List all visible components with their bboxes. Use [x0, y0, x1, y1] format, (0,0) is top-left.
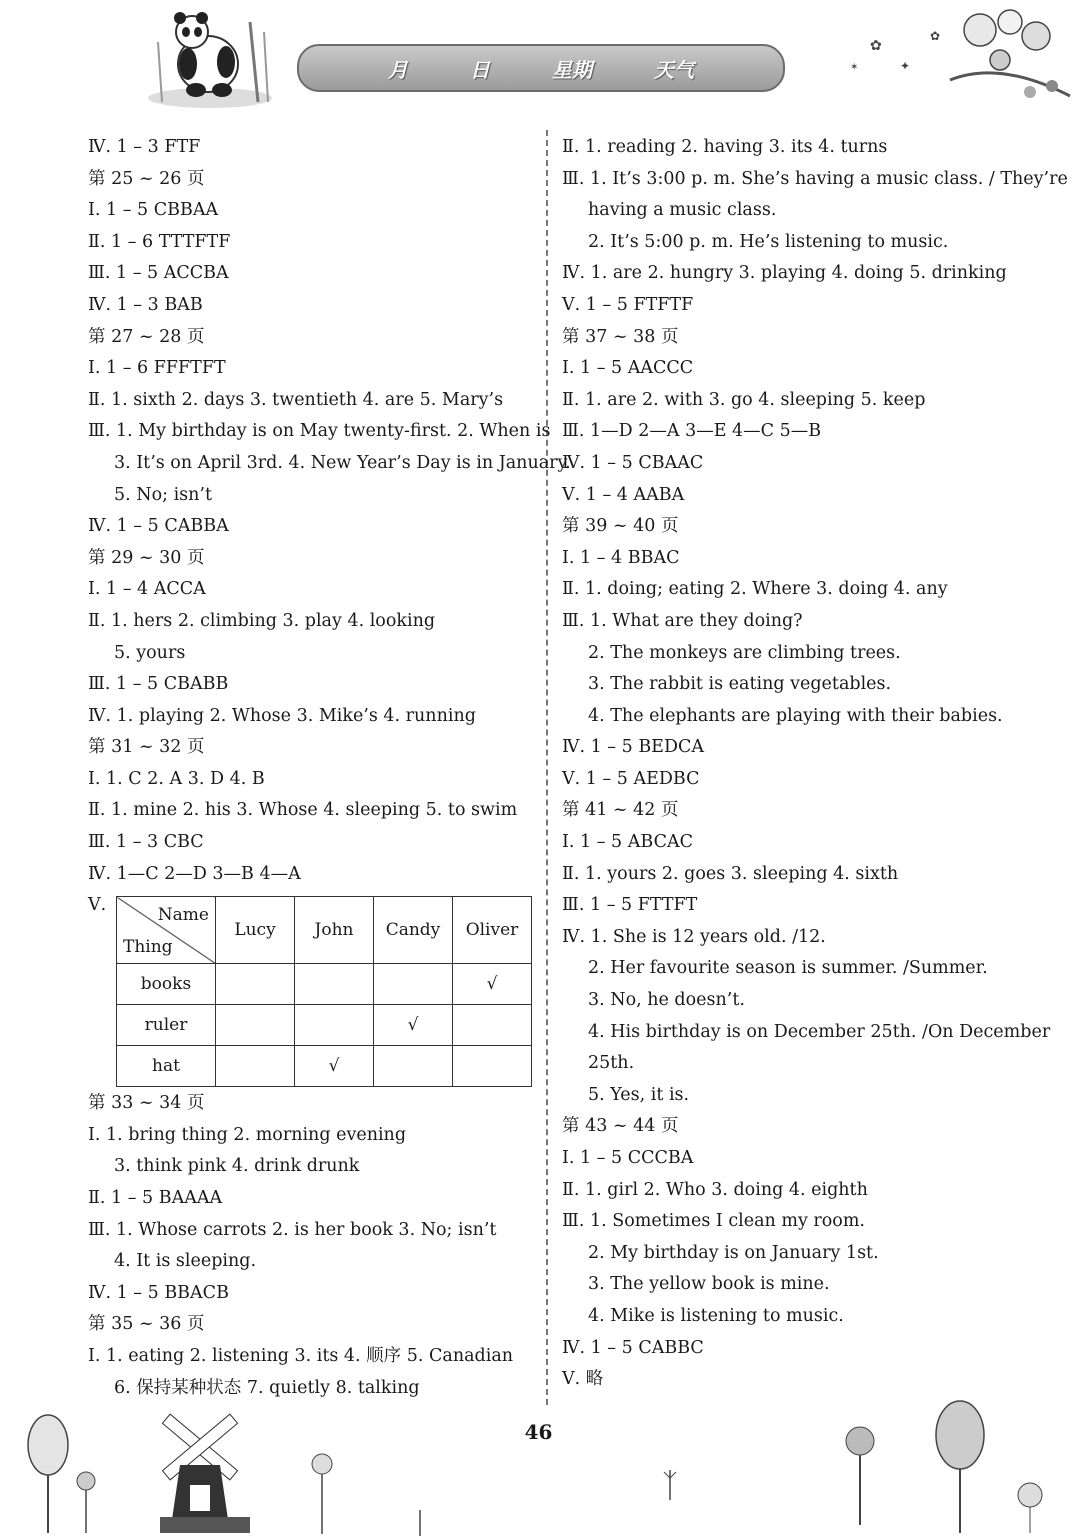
- answer-line: 4. Mike is listening to music.: [588, 1305, 844, 1326]
- answer-line: 25th.: [588, 1053, 635, 1074]
- answer-line: Ⅲ. 1 – 5 FTTFT: [562, 895, 698, 916]
- answer-line: Ⅱ. 1. mine 2. his 3. Whose 4. sleeping 5. to swim: [88, 800, 518, 821]
- row-thing: hat: [117, 1046, 216, 1087]
- svg-text:✿: ✿: [870, 38, 882, 54]
- corner-thing: Thing: [123, 937, 173, 958]
- answer-line: 第 39 ~ 40 页: [562, 516, 679, 537]
- answer-line: 第 41 ~ 42 页: [562, 800, 679, 821]
- month-label: 月: [388, 57, 408, 82]
- svg-text:✿: ✿: [930, 29, 941, 43]
- answer-line: Ⅳ. 1 – 5 CABBA: [88, 516, 229, 537]
- answer-line: 第 31 ~ 32 页: [88, 737, 205, 758]
- answer-line: having a music class.: [588, 200, 777, 221]
- table-cell: [216, 1046, 295, 1087]
- answer-line: 第 35 ~ 36 页: [88, 1314, 205, 1335]
- table-row: [117, 1046, 532, 1087]
- table-section-label: Ⅴ.: [88, 895, 107, 916]
- answer-line: 4. It is sleeping.: [114, 1251, 257, 1272]
- exercise-v-table-block: [88, 890, 548, 1088]
- answer-line: 第 27 ~ 28 页: [88, 326, 205, 347]
- table-cell: [295, 1005, 374, 1046]
- row-thing: books: [117, 964, 216, 1005]
- answer-line: Ⅰ. 1 – 5 CBBAA: [88, 200, 219, 221]
- flowers-illustration: [840, 0, 1077, 110]
- page-number: 46: [524, 1420, 553, 1444]
- table-cell: √: [453, 964, 532, 1005]
- answer-line: 3. It’s on April 3rd. 4. New Year’s Day is in January.: [114, 452, 571, 473]
- answer-line: 4. The elephants are playing with their babies.: [588, 705, 1003, 726]
- answer-line: Ⅴ. 1 – 5 FTFTF: [562, 294, 694, 315]
- answer-line: Ⅱ. 1 – 6 TTTFTF: [88, 231, 231, 252]
- table-cell: √: [295, 1046, 374, 1087]
- windmill-illustration: [10, 1405, 290, 1536]
- answer-line: Ⅳ. 1 – 5 BEDCA: [562, 737, 705, 758]
- answer-line: 第 33 ~ 34 页: [88, 1093, 205, 1114]
- answer-line: Ⅴ. 1 – 4 AABA: [562, 484, 685, 505]
- table-corner-cell: [117, 897, 216, 964]
- answer-line: Ⅲ. 1. What are they doing?: [562, 610, 803, 631]
- answer-line: Ⅰ. 1 – 6 FFFTFT: [88, 358, 226, 379]
- table-cell: [453, 1046, 532, 1087]
- answer-line: Ⅳ. 1 – 3 FTF: [88, 137, 201, 157]
- answer-line: 3. The yellow book is mine.: [588, 1274, 830, 1295]
- answer-line: Ⅳ. 1 – 5 BBACB: [88, 1282, 229, 1303]
- answer-line: 5. Yes, it is.: [588, 1084, 690, 1105]
- answer-line: 5. yours: [114, 642, 186, 663]
- table-cell: [453, 1005, 532, 1046]
- answer-line: Ⅰ. 1 – 5 CCCBA: [562, 1148, 694, 1168]
- flower-stem-illustration: [300, 1450, 700, 1536]
- table-row: [117, 964, 532, 1005]
- answer-line: Ⅱ. 1. hers 2. climbing 3. play 4. looking: [88, 610, 436, 631]
- answer-line: Ⅱ. 1. girl 2. Who 3. doing 4. eighth: [562, 1179, 868, 1200]
- answer-line: Ⅰ. 1. C 2. A 3. D 4. B: [88, 768, 265, 789]
- answer-line: Ⅱ. 1. are 2. with 3. go 4. sleeping 5. keep: [562, 389, 926, 410]
- answer-line: Ⅳ. 1 – 5 CBAAC: [562, 452, 704, 473]
- column-header: John: [295, 897, 374, 964]
- row-thing: ruler: [117, 1005, 216, 1046]
- answer-line: Ⅰ. 1 – 4 ACCA: [88, 579, 206, 600]
- answer-line: Ⅴ. 略: [562, 1369, 604, 1390]
- weekday-label: 星期: [552, 57, 592, 82]
- answer-line: Ⅱ. 1. doing; eating 2. Where 3. doing 4. any: [562, 579, 948, 600]
- right-answer-column: [562, 132, 1068, 1396]
- answer-line: Ⅲ. 1. Sometimes I clean my room.: [562, 1211, 865, 1232]
- answer-line: 第 29 ~ 30 页: [88, 547, 205, 568]
- panda-illustration: [140, 2, 280, 112]
- answer-line: 2. My birthday is on January 1st.: [588, 1242, 879, 1263]
- column-header: Candy: [374, 897, 453, 964]
- answer-line: Ⅰ. 1. bring thing 2. morning evening: [88, 1124, 407, 1145]
- answer-line: Ⅳ. 1 – 5 CABBC: [562, 1337, 704, 1358]
- corner-name: Name: [157, 905, 209, 926]
- answer-line: Ⅳ. 1. are 2. hungry 3. playing 4. doing 5. drinking: [562, 263, 1007, 284]
- answer-line: 2. The monkeys are climbing trees.: [588, 642, 901, 663]
- answer-line: 3. No, he doesn’t.: [588, 990, 745, 1011]
- answer-line: Ⅰ. 1. eating 2. listening 3. its 4. 顺序 5. Canadian: [88, 1346, 514, 1366]
- answer-line: Ⅲ. 1 – 5 ACCBA: [88, 263, 229, 284]
- answer-line: Ⅲ. 1. My birthday is on May twenty-first. 2. When is: [88, 421, 551, 442]
- answer-line: 4. His birthday is on December 25th. /On December: [588, 1021, 1051, 1042]
- answer-line: Ⅲ. 1. It’s 3:00 p. m. She’s having a music class. / They’re: [562, 168, 1068, 189]
- answer-line: Ⅲ. 1 – 5 CBABB: [88, 674, 229, 695]
- day-label: 日: [470, 57, 490, 82]
- table-cell: [216, 964, 295, 1005]
- answer-line: Ⅲ. 1—D 2—A 3—E 4—C 5—B: [562, 421, 822, 442]
- answer-line: Ⅳ. 1—C 2—D 3—B 4—A: [88, 863, 301, 884]
- answer-line: Ⅴ. 1 – 5 AEDBC: [562, 768, 700, 789]
- answer-line: Ⅱ. 1 – 5 BAAAA: [88, 1188, 223, 1209]
- answer-line: Ⅳ. 1. playing 2. Whose 3. Mike’s 4. running: [88, 705, 476, 726]
- table-cell: [374, 964, 453, 1005]
- answer-line: Ⅳ. 1 – 3 BAB: [88, 294, 203, 315]
- answer-line: 2. It’s 5:00 p. m. He’s listening to music.: [588, 231, 949, 252]
- answer-line: 5. No; isn’t: [114, 484, 213, 505]
- svg-text:✶: ✶: [850, 62, 859, 73]
- answer-line: 2. Her favourite season is summer. /Summer.: [588, 958, 988, 979]
- weather-label: 天气: [654, 57, 694, 82]
- left-answer-column: [88, 132, 571, 1404]
- answer-line: Ⅱ. 1. sixth 2. days 3. twentieth 4. are 5. Mary’s: [88, 389, 504, 410]
- answer-line: 第 25 ~ 26 页: [88, 168, 205, 189]
- answer-line: 第 43 ~ 44 页: [562, 1116, 679, 1137]
- answer-line: Ⅰ. 1 – 5 ABCAC: [562, 832, 693, 853]
- table-cell: [216, 1005, 295, 1046]
- date-weather-banner: [297, 44, 785, 92]
- column-header: Oliver: [453, 897, 532, 964]
- name-thing-table: [116, 896, 532, 1087]
- answer-line: Ⅰ. 1 – 5 AACCC: [562, 358, 694, 379]
- answer-line: Ⅱ. 1. reading 2. having 3. its 4. turns: [562, 137, 888, 157]
- answer-line: 第 37 ~ 38 页: [562, 326, 679, 347]
- table-cell: [295, 964, 374, 1005]
- table-cell: √: [374, 1005, 453, 1046]
- column-header: Lucy: [216, 897, 295, 964]
- table-cell: [374, 1046, 453, 1087]
- answer-line: Ⅲ. 1. Whose carrots 2. is her book 3. No; isn’t: [88, 1219, 497, 1240]
- table-row: [117, 1005, 532, 1046]
- svg-text:✦: ✦: [900, 59, 911, 73]
- trees-illustration: [830, 1395, 1077, 1536]
- answer-line: Ⅱ. 1. yours 2. goes 3. sleeping 4. sixth: [562, 863, 899, 884]
- answer-line: 6. 保持某种状态 7. quietly 8. talking: [114, 1377, 420, 1398]
- answer-line: Ⅲ. 1 – 3 CBC: [88, 832, 204, 853]
- answer-line: Ⅰ. 1 – 4 BBAC: [562, 547, 680, 568]
- answer-line: 3. The rabbit is eating vegetables.: [588, 674, 892, 695]
- answer-line: 3. think pink 4. drink drunk: [114, 1156, 360, 1177]
- answer-line: Ⅳ. 1. She is 12 years old. /12.: [562, 926, 826, 947]
